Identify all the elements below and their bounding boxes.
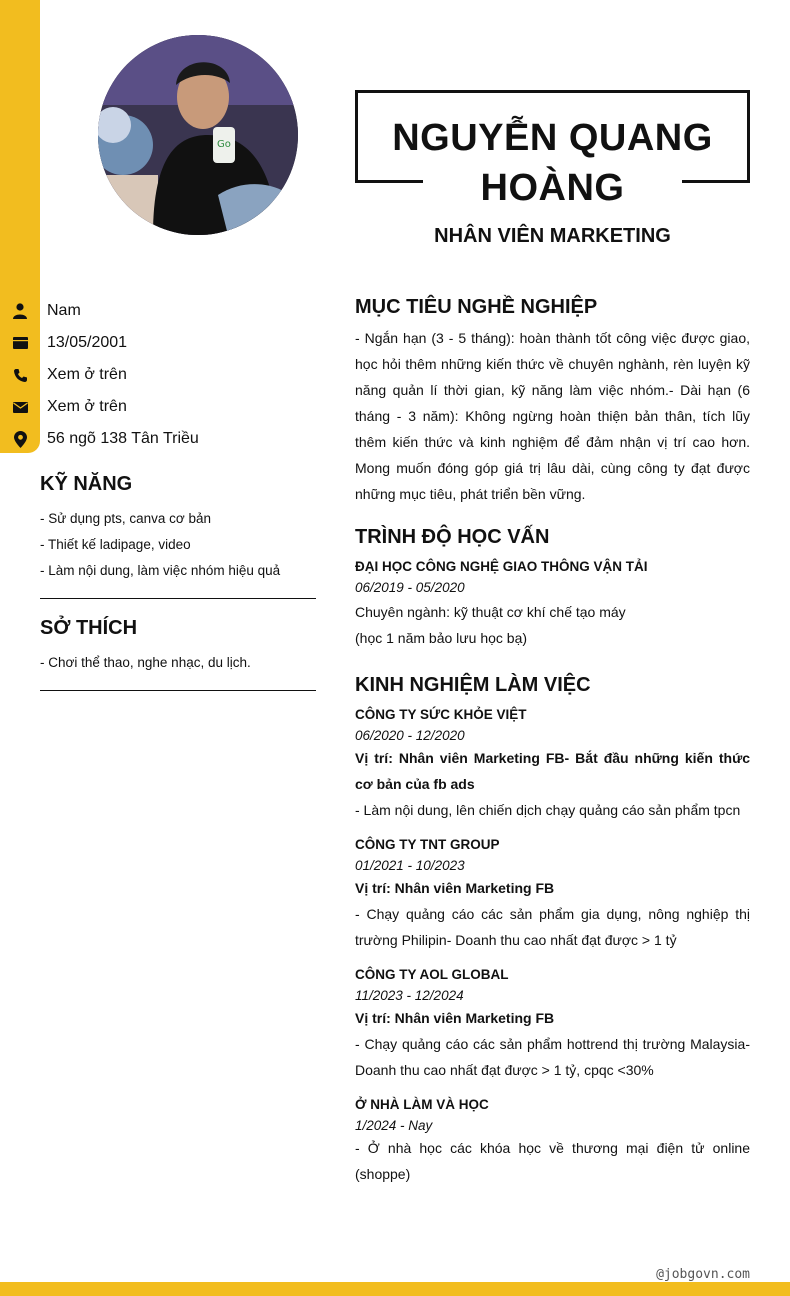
person-icon xyxy=(0,303,40,319)
contact-phone xyxy=(0,359,330,391)
school-name: ĐẠI HỌC CÔNG NGHỆ GIAO THÔNG VẬN TẢI xyxy=(355,559,648,574)
skills-heading: KỸ NĂNG xyxy=(40,473,133,495)
company-name: CÔNG TY TNT GROUP xyxy=(355,837,500,852)
divider xyxy=(40,690,316,691)
job-entry xyxy=(355,837,750,953)
footer-bar xyxy=(0,1282,790,1296)
job-dates: 01/2021 - 10/2023 xyxy=(355,858,465,873)
job-description: - Chạy quảng cáo các sản phẩm hottrend thị trường Malaysia- Doanh thu cao nhất đạt được > 1 tỷ, cpqc <30% xyxy=(355,1036,750,1078)
company-name: Ở NHÀ LÀM VÀ HỌC xyxy=(355,1097,489,1112)
contact-email xyxy=(0,391,330,423)
watermark: @jobgovn.com xyxy=(656,1267,750,1282)
company-name: CÔNG TY AOL GLOBAL xyxy=(355,967,509,982)
skill-item: - Làm nội dung, làm việc nhóm hiệu quả xyxy=(40,563,281,578)
hobbies-list xyxy=(40,650,316,676)
job-entry xyxy=(355,707,750,823)
education-line: (học 1 năm bảo lưu học bạ) xyxy=(355,630,528,646)
calendar-icon xyxy=(0,337,40,349)
company-name: CÔNG TY SỨC KHỎE VIỆT xyxy=(355,707,527,722)
job-description: - Ở nhà học các khóa học về thương mại điện tử online (shoppe) xyxy=(355,1140,750,1182)
job-position: Vị trí: Nhân viên Marketing FB xyxy=(355,880,555,896)
contact-list xyxy=(0,295,330,455)
experience-section xyxy=(355,674,750,1201)
contact-gender xyxy=(0,295,330,327)
objective-heading: MỤC TIÊU NGHỀ NGHIỆP xyxy=(355,296,598,318)
email-value: Xem ở trên xyxy=(47,398,127,415)
candidate-name: NGUYỄN QUANG HOÀNG xyxy=(392,117,713,209)
objective-section xyxy=(355,296,750,507)
job-dates: 06/2020 - 12/2020 xyxy=(355,728,465,743)
job-entry xyxy=(355,1097,750,1187)
education-dates: 06/2019 - 05/2020 xyxy=(355,580,465,595)
job-description: - Chạy quảng cáo các sản phẩm gia dụng, nông nghiệp thị trường Philipin- Doanh thu cao nhất đạt được > 1 tỷ xyxy=(355,906,750,948)
address-value: 56 ngõ 138 Tân Triều xyxy=(47,430,199,447)
job-entry xyxy=(355,967,750,1083)
profile-photo xyxy=(98,35,298,235)
hobby-item: - Chơi thể thao, nghe nhạc, du lịch. xyxy=(40,655,251,670)
education-heading: TRÌNH ĐỘ HỌC VẤN xyxy=(355,526,550,548)
location-icon xyxy=(0,431,40,448)
gender-value: Nam xyxy=(47,302,81,319)
job-dates: 11/2023 - 12/2024 xyxy=(355,988,464,1003)
job-dates: 1/2024 - Nay xyxy=(355,1118,433,1133)
education-section xyxy=(355,526,750,651)
mail-icon xyxy=(0,402,40,413)
divider xyxy=(40,598,316,599)
job-position: Vị trí: Nhân viên Marketing FB xyxy=(355,1010,555,1026)
job-title: NHÂN VIÊN MARKETING xyxy=(434,225,671,247)
contact-address xyxy=(0,423,330,455)
phone-icon xyxy=(0,368,40,383)
phone-value: Xem ở trên xyxy=(47,366,127,383)
skill-item: - Sử dụng pts, canva cơ bản xyxy=(40,511,211,526)
objective-text: - Ngắn hạn (3 - 5 tháng): hoàn thành tốt công việc được giao, học hỏi thêm những kiến thức về chuyên nghành, rèn luyện kỹ năng quản lí thời gian, kỹ năng làm việc nhóm.- Dài hạn (6 tháng - 3 năm): Không ngừng hoàn thiện bản thân, tích lũy thêm kiến thức và kinh nghiệm để đảm nhận vị trí cao hơn. Mong muốn đóng góp giá trị lâu dài, cùng công ty đạt được những mục tiêu, phát triển bền vững. xyxy=(355,330,750,502)
hobbies-heading: SỞ THÍCH xyxy=(40,617,138,639)
birthday-value: 13/05/2001 xyxy=(47,334,128,351)
skills-list xyxy=(40,506,316,584)
contact-birthday xyxy=(0,327,330,359)
skill-item: - Thiết kế ladipage, video xyxy=(40,537,191,552)
svg-text:Go: Go xyxy=(217,139,231,150)
job-description: - Làm nội dung, lên chiến dịch chạy quảng cáo sản phẩm tpcn xyxy=(355,802,741,818)
experience-heading: KINH NGHIỆM LÀM VIỆC xyxy=(355,674,591,696)
education-line: Chuyên ngành: kỹ thuật cơ khí chế tạo máy xyxy=(355,604,626,620)
hobbies-section xyxy=(40,617,316,676)
job-position: Vị trí: Nhân viên Marketing FB- Bắt đầu những kiến thức cơ bản của fb ads xyxy=(355,750,750,792)
skills-section xyxy=(40,473,316,584)
